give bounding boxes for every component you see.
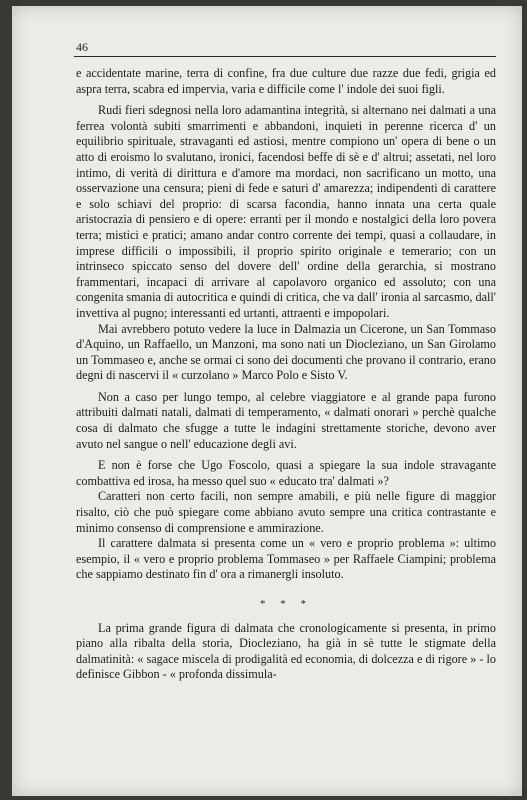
paragraph: Il carattere dalmata si presenta come un « vero e proprio problema »: ultimo esempio, il « vero e proprio problema Tommaseo » per Raffaele Ciampini; problema che sappiamo destinato fin d' ora a rimanergli insoluto.: [76, 536, 496, 582]
book-page: [12, 6, 522, 796]
paragraph: e accidentate marine, terra di confine, fra due culture due razze due fedi, grigia ed aspra terra, scabra ed impervia, varia e difficile come l' indole dei suoi figli.: [76, 66, 496, 96]
page-body: [76, 66, 496, 683]
paragraph: Rudi fieri sdegnosi nella loro adamantina integrità, si alternano nei dalmati a una ferrea volontà subiti smarrimenti e abbandoni, inquieti in perenne ricerca d' un equilibrio spirituale, stravaganti ed astiosi, mentre compiono un' opera di bene o un atto di eroismo lo svalutano, ironici, facendosi beffe di sè e d' altrui; assetati, nel loro intimo, di verità di dirittura e d'amore ma mordaci, non sacrificano un motto, una osservazione una censura; pieni di fede e saturi d' amarezza; indipendenti di carattere e solo schiavi del proprio: di scarsa facondia, hanno innata una certa quale aristocrazia di pensiero e di opere: erranti per il mondo e nostalgici della loro povera terra; mistici e pratici; amano andar contro corrente dei tempi, quasi a collaudare, in imprese difficili o impossibili, il proprio spirito originale e temerario; con un intrinseco spiccato senso del dovere dell' ordine della gerarchia, si mostrano frammentari, incapaci di arrivare al capolavoro organico ed assoluto; con una congenita smania di autocritica e quindi di critica, che va dall' ironia al sarcasmo, dall' invettiva al pugno; interessanti ed urtanti, attraenti e impopolari.: [76, 103, 496, 320]
paragraph: Caratteri non certo facili, non sempre amabili, e più nelle figure di maggior risalto, ciò che può spiegare come abbiano avuto sempre una critica contrastante e minimo consenso di comprensione e ammirazione.: [76, 489, 496, 535]
page-header: [74, 38, 496, 57]
page-number: 46: [76, 40, 88, 54]
paragraph: Mai avrebbero potuto vedere la luce in Dalmazia un Cicerone, un San Tommaso d'Aquino, un Raffaello, un Manzoni, ma sono nati un Diocleziano, un San Girolamo un Tommaseo e, anche se ormai ci sono dei documenti che provano il contrario, erano degni di nascervi il « curzolano » Marco Polo e Sisto V.: [76, 321, 496, 383]
paragraph: E non è forse che Ugo Foscolo, quasi a spiegare la sua indole stravagante combattiva ed irosa, ha messo quel suo « educato tra' dalmati »?: [76, 458, 496, 488]
paragraph: Non a caso per lungo tempo, al celebre viaggiatore e al grande papa furono attribuiti dalmati natali, dalmati di temperamento, « dalmati onorari » perchè qualche cosa di dalmato che sfugge a tutte le indagini strettamente storiche, devono aver avuto nel sangue o nell' educazione degli avi.: [76, 389, 496, 451]
paragraph: La prima grande figura di dalmata che cronologicamente si presenta, in primo piano alla ribalta della storia, Diocleziano, ha già in sè tutte le stigmate della dalmatinità: « sagace miscela di prodigalità ed economia, di dolcezza e di rigore » - lo definisce Gibbon - « profonda dissimula-: [76, 620, 496, 682]
section-separator: * * *: [260, 598, 312, 610]
